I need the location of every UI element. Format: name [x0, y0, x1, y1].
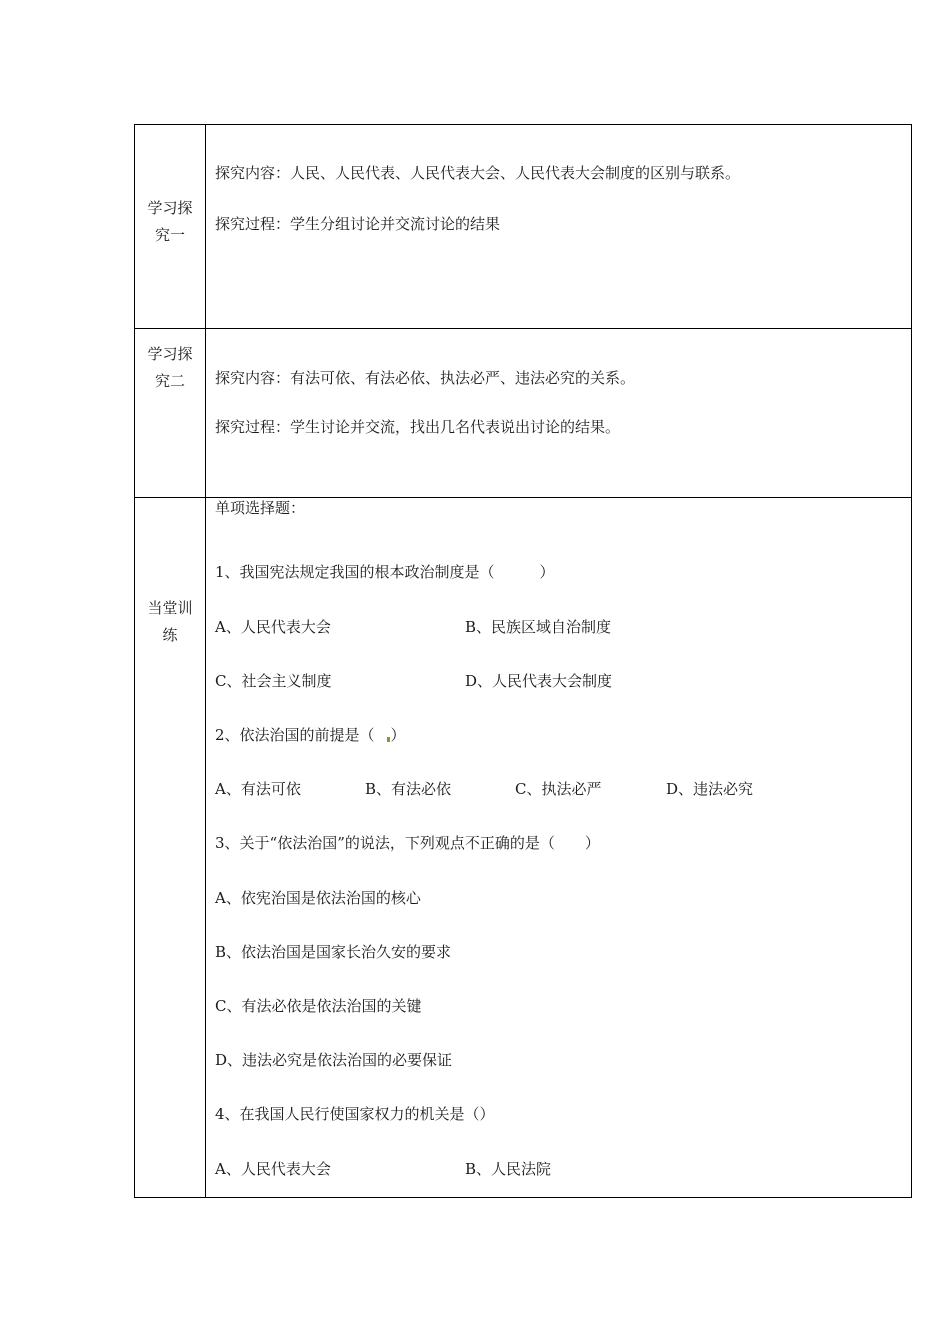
row1-label	[135, 195, 205, 249]
row1-label-line2: 究一	[154, 226, 185, 244]
ink-mark	[387, 737, 390, 742]
q2-option-a: A、有法可依	[215, 780, 301, 798]
practice-label-line1: 当堂训	[147, 599, 193, 617]
q1-option-a: A、人民代表大会	[215, 618, 331, 636]
q4-stem: 4、在我国人民行使国家权力的机关是（）	[215, 1105, 495, 1123]
q2-stem-open: 2、依法治国的前提是（	[215, 726, 375, 744]
row2-label-line2: 究二	[154, 372, 185, 390]
q3-option-a: A、依宪治国是依法治国的核心	[215, 889, 421, 907]
q2-option-d: D、违法必究	[666, 780, 754, 798]
q2-stem-close: ）	[390, 726, 406, 744]
practice-label	[135, 595, 205, 649]
q2-option-b: B、有法必依	[365, 780, 452, 798]
row1-process: 探究过程：学生分组讨论并交流讨论的结果	[215, 215, 501, 233]
row2-content: 探究内容：有法可依、有法必依、执法必严、违法必究的关系。	[215, 369, 636, 387]
q2-stem	[215, 725, 406, 745]
row2-process: 探究过程：学生讨论并交流，找出几名代表说出讨论的结果。	[215, 418, 621, 436]
column-divider	[205, 125, 206, 1197]
q1-stem: 1、我国宪法规定我国的根本政治制度是（ ）	[215, 563, 555, 581]
q3-option-b: B、依法治国是国家长治久安的要求	[215, 943, 452, 961]
row2-label-line1: 学习探	[147, 345, 193, 363]
q3-stem: 3、关于“依法治国”的说法，下列观点不正确的是（ ）	[215, 834, 600, 852]
row2-label	[135, 341, 205, 395]
row1-content: 探究内容：人民、人民代表、人民代表大会、人民代表大会制度的区别与联系。	[215, 164, 741, 182]
q1-option-c: C、社会主义制度	[215, 672, 332, 690]
lesson-table	[134, 124, 912, 1198]
q2-option-c: C、执法必严	[515, 780, 602, 798]
row-divider-1	[135, 328, 911, 329]
practice-heading: 单项选择题：	[215, 499, 306, 517]
q1-option-b: B、民族区域自治制度	[465, 618, 612, 636]
row1-label-line1: 学习探	[147, 199, 193, 217]
q1-option-d: D、人民代表大会制度	[465, 672, 613, 690]
q4-option-a: A、人民代表大会	[215, 1160, 331, 1178]
q3-option-d: D、违法必究是依法治国的必要保证	[215, 1051, 453, 1069]
q4-option-b: B、人民法院	[465, 1160, 552, 1178]
practice-label-line2: 练	[162, 626, 178, 644]
q3-option-c: C、有法必依是依法治国的关键	[215, 997, 422, 1015]
